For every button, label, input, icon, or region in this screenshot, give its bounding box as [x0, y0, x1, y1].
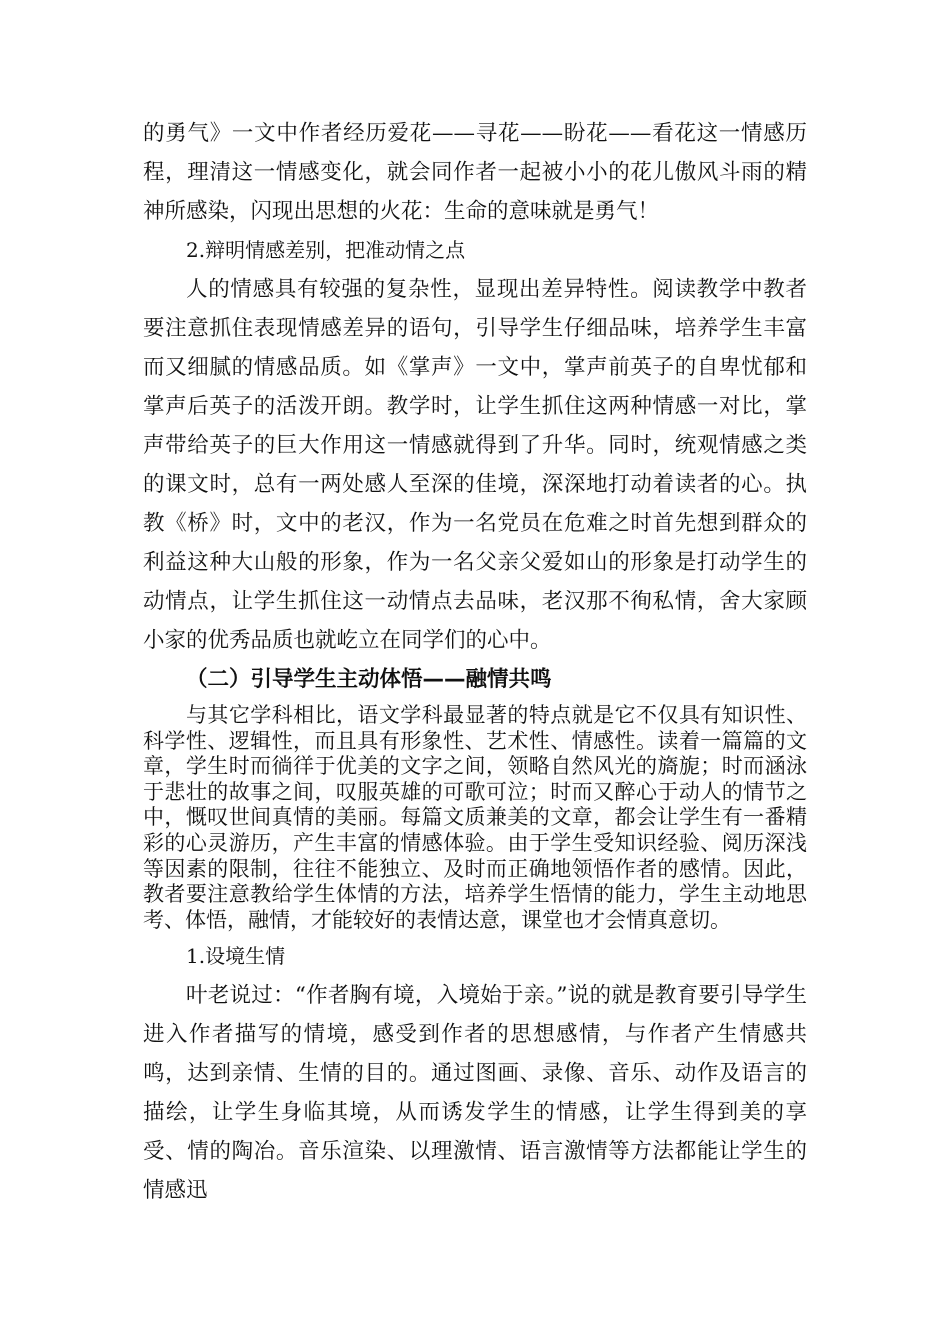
- paragraph-ye-lao-quote: 叶老说过：“作者胸有境，入境始于亲。”说的就是教育要引导学生进入作者描写的情境，感受到作者的思想感情，与作者产生情感共鸣，达到亲情、生情的目的。通过图画、录像、音乐、动作及语言的描绘，让学生身临其境，从而诱发学生的情感，让学生得到美的享受、情的陶冶。音乐渲染、以理激情、语言激情等方法都能让学生的情感迅: [143, 983, 807, 1204]
- subheading-set-scene: 1.设境生情: [186, 944, 286, 969]
- section-heading-guide-students: （二）引导学生主动体悟——融情共鸣: [186, 667, 552, 692]
- paragraph-emotion-difference: 人的情感具有较强的复杂性，显现出差异特性。阅读教学中教者要注意抓住表现情感差异的语句，引导学生仔细品味，培养学生丰富而又细腻的情感品质。如《掌声》一文中，掌声前英子的自卑忧郁和掌声后英子的活泼开朗。教学时，让学生抓住这两种情感一对比，掌声带给英子的巨大作用这一情感就得到了升华。同时，统观情感之类的课文时，总有一两处感人至深的佳境，深深地打动着读者的心。执教《桥》时，文中的老汉，作为一名党员在危难之时首先想到群众的利益这种大山般的形象，作为一名父亲父爱如山的形象是打动学生的动情点，让学生抓住这一动情点去品味，老汉那不徇私情，舍大家顾小家的优秀品质也就屹立在同学们的心中。: [143, 277, 807, 653]
- paragraph-continuation: 的勇气》一文中作者经历爱花——寻花——盼花——看花这一情感历程，理清这一情感变化，就会同作者一起被小小的花儿傲风斗雨的精神所感染，闪现出思想的火花：生命的意味就是勇气！: [143, 121, 807, 224]
- subheading-distinguish-emotion: 2.辩明情感差别，把准动情之点: [186, 238, 466, 262]
- paragraph-chinese-subject: 与其它学科相比，语文学科最显著的特点就是它不仅具有知识性、科学性、逻辑性，而且具有形象性、艺术性、情感性。读着一篇篇的文章，学生时而徜徉于优美的文字之间，领略自然风光的旖旎；时而涵泳于悲壮的故事之间，叹服英雄的可歌可泣；时而又醉心于动人的情节之中，慨叹世间真情的美丽。每篇文质兼美的文章，都会让学生有一番精彩的心灵游历，产生丰富的情感体验。由于学生受知识经验、阅历深浅等因素的限制，往往不能独立、及时而正确地领悟作者的感情。因此，教者要注意教给学生体情的方法，培养学生悟情的能力，学生主动地思考、体悟，融情，才能较好的表情达意，课堂也才会情真意切。: [143, 703, 807, 932]
- document-page: [143, 114, 807, 1210]
